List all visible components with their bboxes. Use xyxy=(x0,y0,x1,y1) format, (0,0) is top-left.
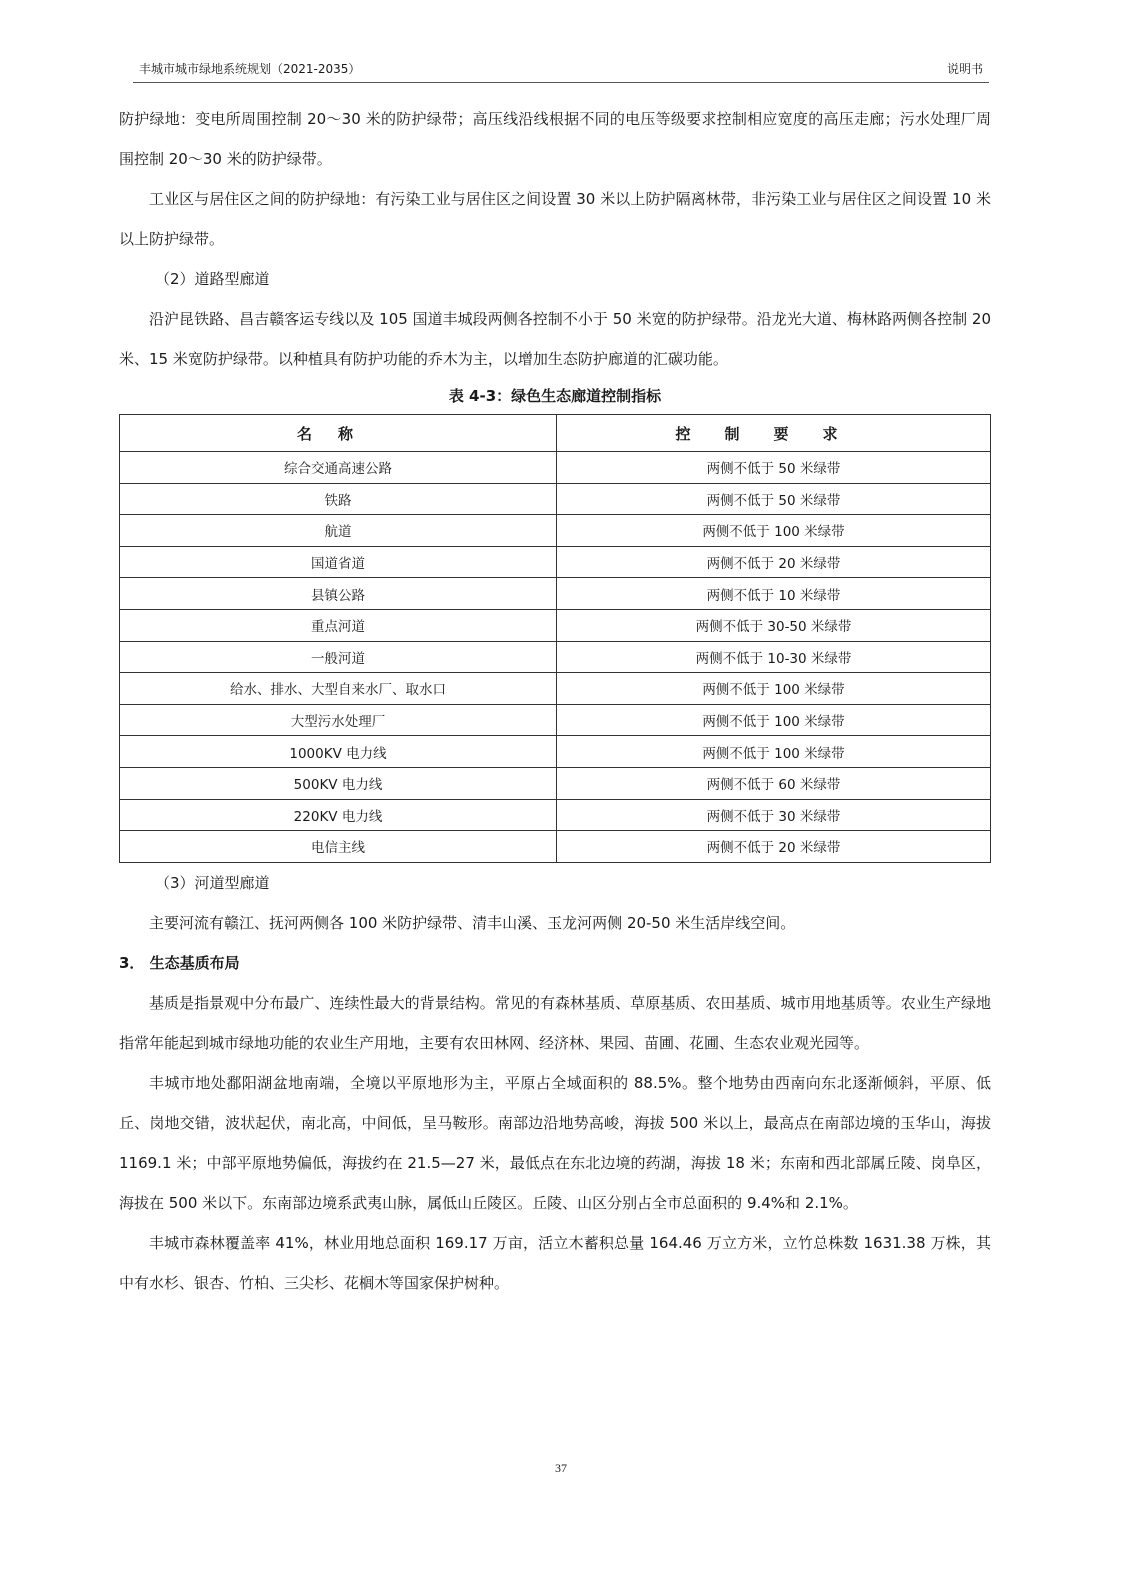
row-requirement: 两侧不低于 30 米绿带 xyxy=(557,799,991,831)
row-name: 一般河道 xyxy=(120,641,557,673)
column-header-requirement: 控制要求 xyxy=(557,415,991,452)
row-requirement: 两侧不低于 60 米绿带 xyxy=(557,767,991,799)
row-name: 给水、排水、大型自来水厂、取水口 xyxy=(120,673,557,705)
row-name: 国道省道 xyxy=(120,546,557,578)
row-name: 500KV 电力线 xyxy=(120,767,557,799)
document-type: 说明书 xyxy=(946,62,983,76)
row-name: 电信主线 xyxy=(120,831,557,863)
table-row xyxy=(120,578,991,610)
heading-river-corridor: （3）河道型廊道 xyxy=(155,873,270,892)
row-name: 220KV 电力线 xyxy=(120,799,557,831)
heading-ecological-matrix: 3． 生态基质布局 xyxy=(119,953,240,972)
table-row xyxy=(120,483,991,515)
row-name: 重点河道 xyxy=(120,609,557,641)
table-row xyxy=(120,704,991,736)
row-requirement: 两侧不低于 30-50 米绿带 xyxy=(557,609,991,641)
paragraph-terrain: 丰城市地处鄱阳湖盆地南端，全境以平原地形为主，平原占全域面积的 88.5%。整个地势由西南向东北逐渐倾斜，平原、低丘、岗地交错，波状起伏，南北高，中间低，呈马鞍形。南部边沿地势高峻，海拔 500 米以上，最高点在南部边境的玉华山，海拔 1169.1 米；中部平原地势偏低，海拔约在 21.5—27 米，最低点在东北边境的药湖，海拔 18 米；东南和西北部属丘陵、岗阜区，海拔在 500 米以下。东南部边境系武夷山脉，属低山丘陵区。丘陵、山区分别占全市总面积的 9.4%和 2.1%。 xyxy=(119,1073,991,1212)
paragraph-road-corridor: 沿沪昆铁路、昌吉赣客运专线以及 105 国道丰城段两侧各控制不小于 50 米宽的防护绿带。沿龙光大道、梅林路两侧各控制 20 米、15 米宽防护绿带。以种植具有防护功能的乔木为主，以增加生态防护廊道的汇碳功能。 xyxy=(119,310,991,368)
table-row xyxy=(120,831,991,863)
paragraph-protective-green: 防护绿地：变电所周围控制 20～30 米的防护绿带；高压线沿线根据不同的电压等级要求控制相应宽度的高压走廊；污水处理厂周围控制 20～30 米的防护绿带。 xyxy=(119,110,991,168)
table-row xyxy=(120,767,991,799)
paragraph-forest: 丰城市森林覆盖率 41%，林业用地总面积 169.17 万亩，活立木蓄积总量 164.46 万立方米，立竹总株数 1631.38 万株，其中有水杉、银杏、竹柏、三尖杉、花榈木等国家保护树种。 xyxy=(119,1233,991,1292)
row-name: 县镇公路 xyxy=(120,578,557,610)
page-content xyxy=(119,99,991,1303)
corridor-control-table xyxy=(119,414,991,863)
table-row xyxy=(120,673,991,705)
table-row xyxy=(120,641,991,673)
row-name: 大型污水处理厂 xyxy=(120,704,557,736)
table-row xyxy=(120,609,991,641)
row-name: 综合交通高速公路 xyxy=(120,452,557,484)
paragraph-matrix-definition: 基质是指景观中分布最广、连续性最大的背景结构。常见的有森林基质、草原基质、农田基质、城市用地基质等。农业生产绿地指常年能起到城市绿地功能的农业生产用地，主要有农田林网、经济林、果园、苗圃、花圃、生态农业观光园等。 xyxy=(119,993,991,1052)
table-row xyxy=(120,799,991,831)
row-requirement: 两侧不低于 10-30 米绿带 xyxy=(557,641,991,673)
paragraph-industrial-buffer: 工业区与居住区之间的防护绿地：有污染工业与居住区之间设置 30 米以上防护隔离林带，非污染工业与居住区之间设置 10 米以上防护绿带。 xyxy=(119,190,991,248)
page-header xyxy=(133,58,989,83)
row-requirement: 两侧不低于 20 米绿带 xyxy=(557,546,991,578)
column-header-name: 名称 xyxy=(120,415,557,452)
table-row xyxy=(120,546,991,578)
row-requirement: 两侧不低于 10 米绿带 xyxy=(557,578,991,610)
table-header-row xyxy=(120,415,991,452)
row-requirement: 两侧不低于 50 米绿带 xyxy=(557,452,991,484)
document-title: 丰城市城市绿地系统规划（2021-2035） xyxy=(139,62,361,76)
table-row xyxy=(120,515,991,547)
table-caption: 表 4-3：绿色生态廊道控制指标 xyxy=(448,387,662,405)
row-requirement: 两侧不低于 100 米绿带 xyxy=(557,673,991,705)
row-requirement: 两侧不低于 20 米绿带 xyxy=(557,831,991,863)
row-requirement: 两侧不低于 100 米绿带 xyxy=(557,515,991,547)
row-name: 铁路 xyxy=(120,483,557,515)
table-row xyxy=(120,736,991,768)
row-name: 航道 xyxy=(120,515,557,547)
row-requirement: 两侧不低于 100 米绿带 xyxy=(557,704,991,736)
row-requirement: 两侧不低于 100 米绿带 xyxy=(557,736,991,768)
paragraph-river-corridor: 主要河流有赣江、抚河两侧各 100 米防护绿带、清丰山溪、玉龙河两侧 20-50 米生活岸线空间。 xyxy=(149,913,796,932)
heading-road-corridor: （2）道路型廊道 xyxy=(155,270,270,288)
row-name: 1000KV 电力线 xyxy=(120,736,557,768)
page-number: 37 xyxy=(555,1461,567,1475)
row-requirement: 两侧不低于 50 米绿带 xyxy=(557,483,991,515)
table-row xyxy=(120,452,991,484)
